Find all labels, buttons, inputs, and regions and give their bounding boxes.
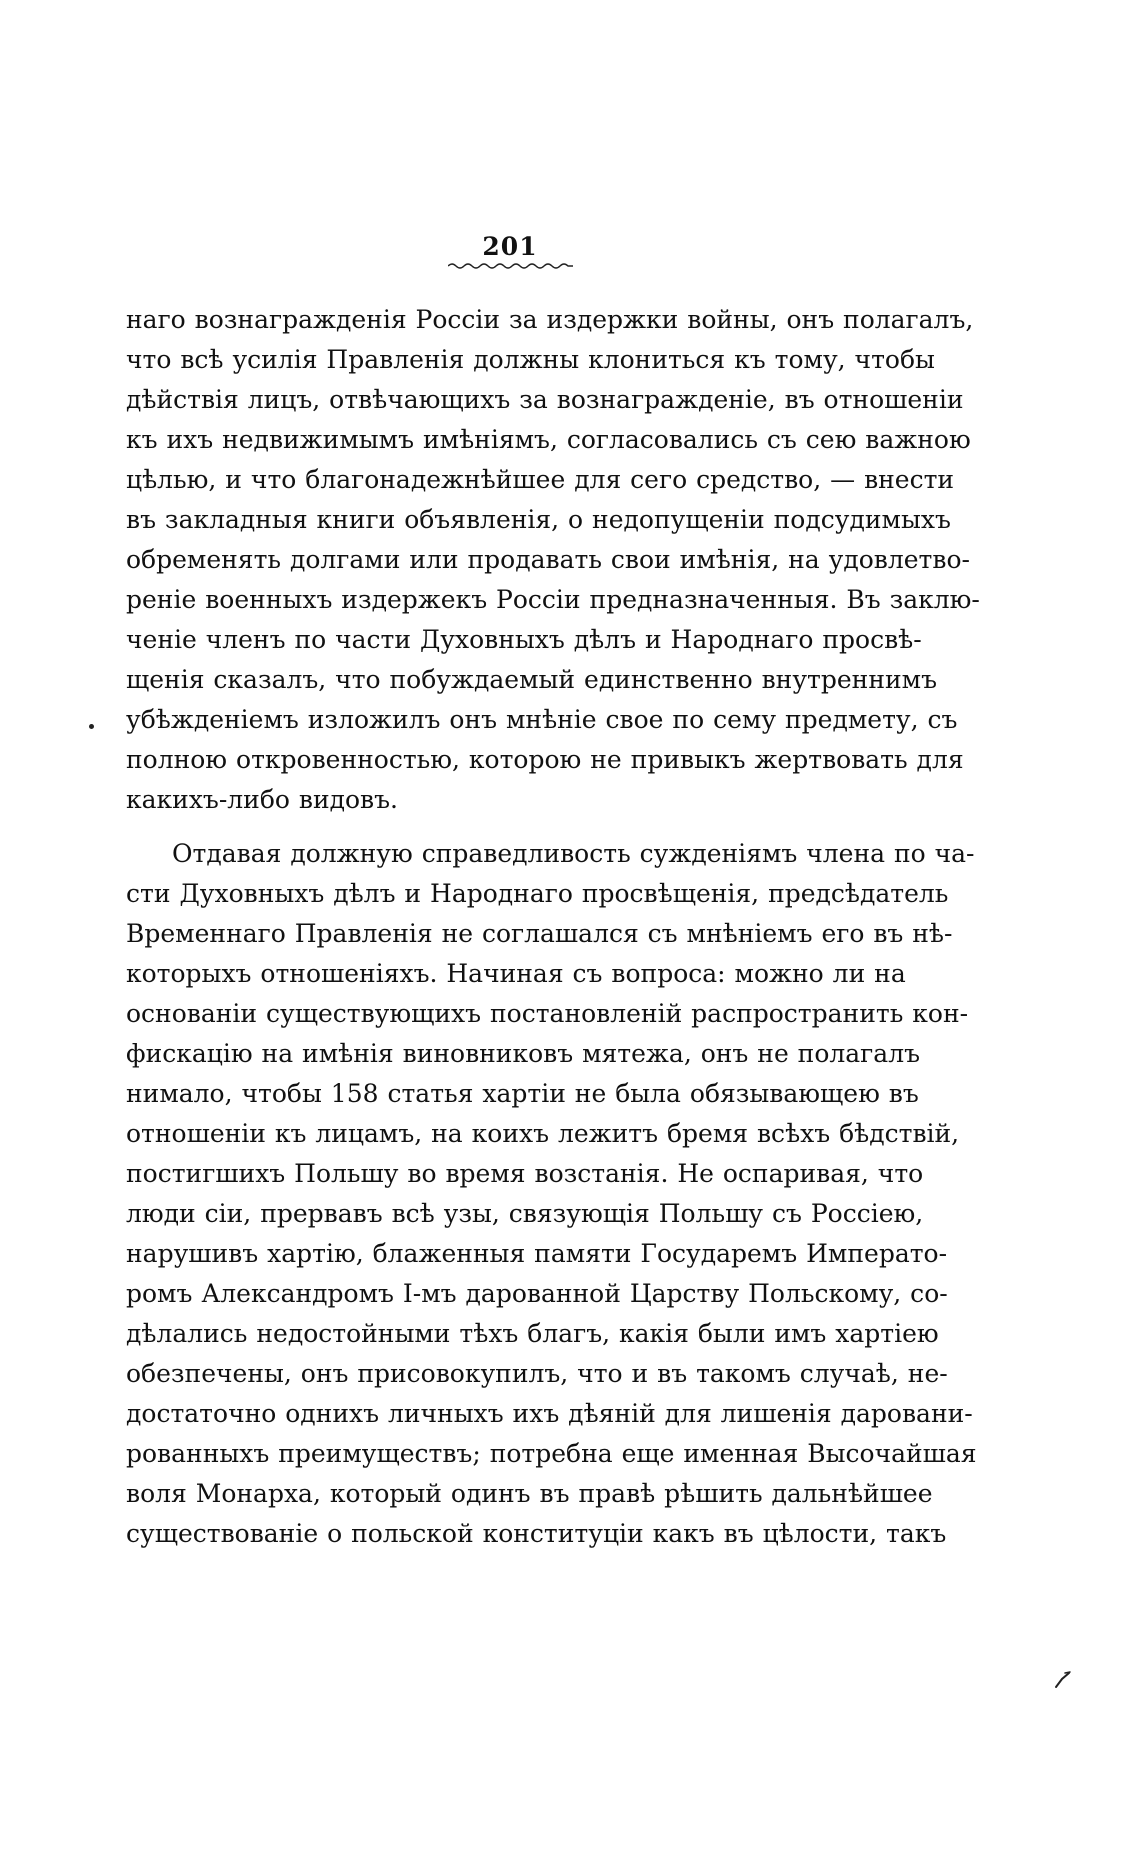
text-line: отношеніи къ лицамъ, на коихъ лежитъ бремя всѣхъ бѣдствій, bbox=[126, 1119, 960, 1148]
text-line: къ ихъ недвижимымъ имѣніямъ, согласовались съ сею важною bbox=[126, 425, 971, 454]
body-text bbox=[126, 300, 980, 1554]
paragraph-1 bbox=[126, 300, 980, 820]
text-line: дѣйствія лицъ, отвѣчающихъ за вознагражденіе, въ отношеніи bbox=[126, 385, 964, 414]
text-line: воля Монарха, который одинъ въ правѣ рѣшить дальнѣйшее bbox=[126, 1479, 933, 1508]
text-line: какихъ-либо видовъ. bbox=[126, 785, 398, 814]
text-line: цѣлью, и что благонадежнѣйшее для сего средство, — внести bbox=[126, 465, 955, 494]
text-line: фискацію на имѣнія виновниковъ мятежа, онъ не полагалъ bbox=[126, 1039, 920, 1068]
text-line: обезпечены, онъ присовокупилъ, что и въ такомъ случаѣ, не- bbox=[126, 1359, 948, 1388]
paragraph-gap bbox=[126, 820, 894, 834]
margin-dot-mark bbox=[89, 724, 94, 729]
text-line: достаточно однихъ личныхъ ихъ дѣяній для лишенія даровани- bbox=[126, 1399, 973, 1428]
text-line: существованіе о польской конституціи какъ въ цѣлости, такъ bbox=[126, 1519, 947, 1548]
text-line: что всѣ усилія Правленія должны клониться къ тому, чтобы bbox=[126, 345, 935, 374]
text-line: основаніи существующихъ постановленій распространить кон- bbox=[126, 999, 969, 1028]
text-line: рованныхъ преимуществъ; потребна еще именная Высочайшая bbox=[126, 1439, 977, 1468]
text-line: ромъ Александромъ I-мъ дарованной Царству Польскому, со- bbox=[126, 1279, 948, 1308]
page-header bbox=[440, 233, 580, 271]
text-line: люди сіи, прервавъ всѣ узы, связующія Польшу съ Россіею, bbox=[126, 1199, 924, 1228]
text-line: дѣлались недостойными тѣхъ благъ, какія были имъ хартіею bbox=[126, 1319, 939, 1348]
page-number: 201 bbox=[482, 232, 538, 261]
text-line: убѣжденіемъ изложилъ онъ мнѣніе свое по сему предмету, съ bbox=[126, 705, 958, 734]
text-line: нарушивъ хартію, блаженныя памяти Государемъ Императо- bbox=[126, 1239, 948, 1268]
text-line: Временнаго Правленія не соглашался съ мнѣніемъ его въ нѣ- bbox=[126, 919, 953, 948]
text-line: ченіе членъ по части Духовныхъ дѣлъ и Народнаго просвѣ- bbox=[126, 625, 922, 654]
text-line: сти Духовныхъ дѣлъ и Народнаго просвѣщенія, предсѣдатель bbox=[126, 879, 949, 908]
paragraph-2 bbox=[126, 834, 977, 1554]
text-line: полною откровенностью, которою не привыкъ жертвовать для bbox=[126, 745, 964, 774]
text-line: которыхъ отношеніяхъ. Начиная съ вопроса: можно ли на bbox=[126, 959, 906, 988]
margin-pencil-mark bbox=[1053, 1670, 1073, 1690]
text-line: щенія сказалъ, что побуждаемый единственно внутреннимъ bbox=[126, 665, 937, 694]
text-line: наго вознагражденія Россіи за издержки войны, онъ полагалъ, bbox=[126, 305, 974, 334]
text-line: Отдавая должную справедливость сужденіямъ члена по ча- bbox=[172, 839, 975, 868]
text-line: обременять долгами или продавать свои имѣнія, на удовлетво- bbox=[126, 545, 970, 574]
text-line: нимало, чтобы 158 статья хартіи не была обязывающею въ bbox=[126, 1079, 919, 1108]
ornamental-wavy-rule bbox=[448, 261, 573, 271]
text-line: постигшихъ Польшу во время возстанія. Не оспаривая, что bbox=[126, 1159, 924, 1188]
text-line: въ закладныя книги объявленія, о недопущеніи подсудимыхъ bbox=[126, 505, 951, 534]
text-line: реніе военныхъ издержекъ Россіи предназначенныя. Въ заклю- bbox=[126, 585, 980, 614]
